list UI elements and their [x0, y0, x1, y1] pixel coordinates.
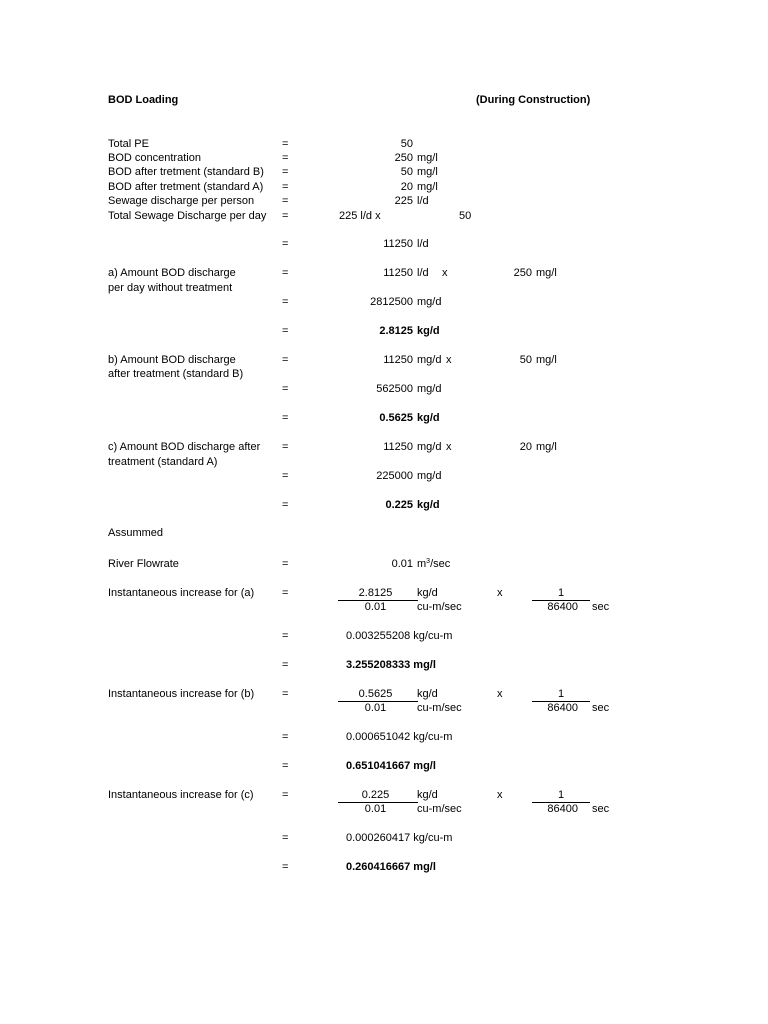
fraction-numerator-unit: kg/d — [417, 688, 438, 700]
assumed-heading: Assummed — [108, 527, 164, 539]
equals-sign: = — [282, 181, 289, 193]
amount-concentration-unit: mg/l — [536, 354, 557, 366]
amount-product-unit: mg/d — [417, 383, 442, 395]
increase-label: Instantaneous increase for (a) — [108, 587, 255, 599]
increase-result-mgl: 0.260416667 mg/l — [346, 861, 436, 873]
input-label: Sewage discharge per person — [108, 195, 255, 207]
input-value: 225 — [394, 195, 413, 207]
equals-sign: = — [282, 558, 289, 570]
equals-sign: = — [282, 688, 289, 700]
multiply-sign: x — [446, 441, 452, 453]
multiply-sign: x — [446, 354, 452, 366]
fraction-numerator-unit: kg/d — [417, 587, 438, 599]
amount-concentration: 20 — [519, 441, 532, 453]
fraction-denominator: 0.01 — [364, 702, 387, 714]
amount-label-line1: c) Amount BOD discharge after — [108, 441, 261, 453]
fraction-denominator-unit: cu-m/sec — [417, 803, 462, 815]
increase-label: Instantaneous increase for (b) — [108, 688, 255, 700]
equals-sign: = — [282, 832, 289, 844]
fraction-denominator: 0.01 — [364, 601, 387, 613]
conversion-numerator: 1 — [557, 587, 565, 599]
increase-result-kg: 0.003255208 kg/cu-m — [346, 630, 453, 642]
equals-sign: = — [282, 441, 289, 453]
conversion-denominator: 86400 — [547, 601, 578, 613]
phase-label: (During Construction) — [476, 94, 591, 106]
amount-concentration-unit: mg/l — [536, 441, 557, 453]
equals-sign: = — [282, 789, 289, 801]
increase-result-kg: 0.000651042 kg/cu-m — [346, 731, 453, 743]
amount-product: 2812500 — [370, 296, 413, 308]
amount-product-unit: mg/d — [417, 296, 442, 308]
equals-sign: = — [282, 412, 289, 424]
input-value: 50 — [400, 138, 413, 150]
amount-value: 11250 — [383, 267, 413, 279]
multiply-sign: x — [497, 789, 503, 801]
equals-sign: = — [282, 195, 289, 207]
total-discharge-unit: l/d — [417, 238, 429, 250]
increase-result-mgl: 3.255208333 mg/l — [346, 659, 436, 671]
amount-result: 2.8125 — [379, 325, 413, 337]
fraction-numerator-unit: kg/d — [417, 789, 438, 801]
equals-sign: = — [282, 238, 289, 250]
increase-label: Instantaneous increase for (c) — [108, 789, 254, 801]
input-label: BOD after tretment (standard B) — [108, 166, 264, 178]
conversion-unit: sec — [592, 803, 610, 815]
equals-sign: = — [282, 138, 289, 150]
increase-result-kg: 0.000260417 kg/cu-m — [346, 832, 453, 844]
equals-sign: = — [282, 731, 289, 743]
equals-sign: = — [282, 760, 289, 772]
fraction-denominator-unit: cu-m/sec — [417, 702, 462, 714]
equals-sign: = — [282, 499, 289, 511]
conversion-numerator: 1 — [557, 789, 565, 801]
equals-sign: = — [282, 325, 289, 337]
fraction-numerator: 2.8125 — [358, 587, 393, 599]
equals-sign: = — [282, 210, 289, 222]
amount-value-unit: mg/d — [417, 441, 442, 453]
input-unit: mg/l — [417, 166, 438, 178]
fraction-denominator-unit: cu-m/sec — [417, 601, 462, 613]
fraction-numerator: 0.5625 — [358, 688, 393, 700]
input-label: Total PE — [108, 138, 149, 150]
equals-sign: = — [282, 383, 289, 395]
amount-label-line1: a) Amount BOD discharge — [108, 267, 236, 279]
amount-value-unit: l/d — [417, 267, 429, 279]
multiply-sign: x — [497, 688, 503, 700]
conversion-numerator: 1 — [557, 688, 565, 700]
amount-concentration: 50 — [519, 354, 532, 366]
amount-concentration-unit: mg/l — [536, 267, 557, 279]
river-flowrate-value: 0.01 — [391, 558, 413, 570]
input-unit: l/d — [417, 195, 429, 207]
equals-sign: = — [282, 659, 289, 671]
total-discharge-result: 11250 — [383, 238, 413, 250]
total-discharge-expr: 225 l/d x — [339, 210, 381, 222]
total-discharge-factor: 50 — [459, 210, 472, 222]
equals-sign: = — [282, 166, 289, 178]
equals-sign: = — [282, 470, 289, 482]
river-flowrate-label: River Flowrate — [108, 558, 179, 570]
amount-label-line1: b) Amount BOD discharge — [108, 354, 236, 366]
conversion-denominator: 86400 — [547, 702, 578, 714]
equals-sign: = — [282, 587, 289, 599]
amount-label-line2: after treatment (standard B) — [108, 368, 244, 380]
equals-sign: = — [282, 267, 289, 279]
amount-result-unit: kg/d — [417, 325, 440, 337]
total-discharge-label: Total Sewage Discharge per day — [108, 210, 267, 222]
multiply-sign: x — [442, 267, 448, 279]
amount-value: 11250 — [383, 441, 413, 453]
equals-sign: = — [282, 152, 289, 164]
amount-concentration: 250 — [513, 267, 532, 279]
equals-sign: = — [282, 630, 289, 642]
amount-product: 225000 — [376, 470, 413, 482]
page-title: BOD Loading — [108, 94, 179, 106]
conversion-unit: sec — [592, 601, 610, 613]
input-unit: mg/l — [417, 152, 438, 164]
input-value: 20 — [400, 181, 413, 193]
conversion-unit: sec — [592, 702, 610, 714]
fraction-numerator: 0.225 — [361, 789, 390, 801]
amount-result-unit: kg/d — [417, 412, 440, 424]
equals-sign: = — [282, 296, 289, 308]
amount-value-unit: mg/d — [417, 354, 442, 366]
fraction-denominator: 0.01 — [364, 803, 387, 815]
amount-label-line2: per day without treatment — [108, 282, 233, 294]
input-value: 250 — [394, 152, 413, 164]
conversion-denominator: 86400 — [547, 803, 578, 815]
amount-label-line2: treatment (standard A) — [108, 456, 218, 468]
amount-result: 0.5625 — [379, 412, 413, 424]
input-label: BOD after tretment (standard A) — [108, 181, 264, 193]
equals-sign: = — [282, 861, 289, 873]
amount-result: 0.225 — [385, 499, 413, 511]
input-unit: mg/l — [417, 181, 438, 193]
input-label: BOD concentration — [108, 152, 201, 164]
amount-product: 562500 — [376, 383, 413, 395]
multiply-sign: x — [497, 587, 503, 599]
increase-result-mgl: 0.651041667 mg/l — [346, 760, 436, 772]
amount-value: 11250 — [383, 354, 413, 366]
amount-product-unit: mg/d — [417, 470, 442, 482]
input-value: 50 — [400, 166, 413, 178]
amount-result-unit: kg/d — [417, 499, 440, 511]
equals-sign: = — [282, 354, 289, 366]
river-flowrate-unit: $m^3/\sec$ — [417, 558, 451, 570]
